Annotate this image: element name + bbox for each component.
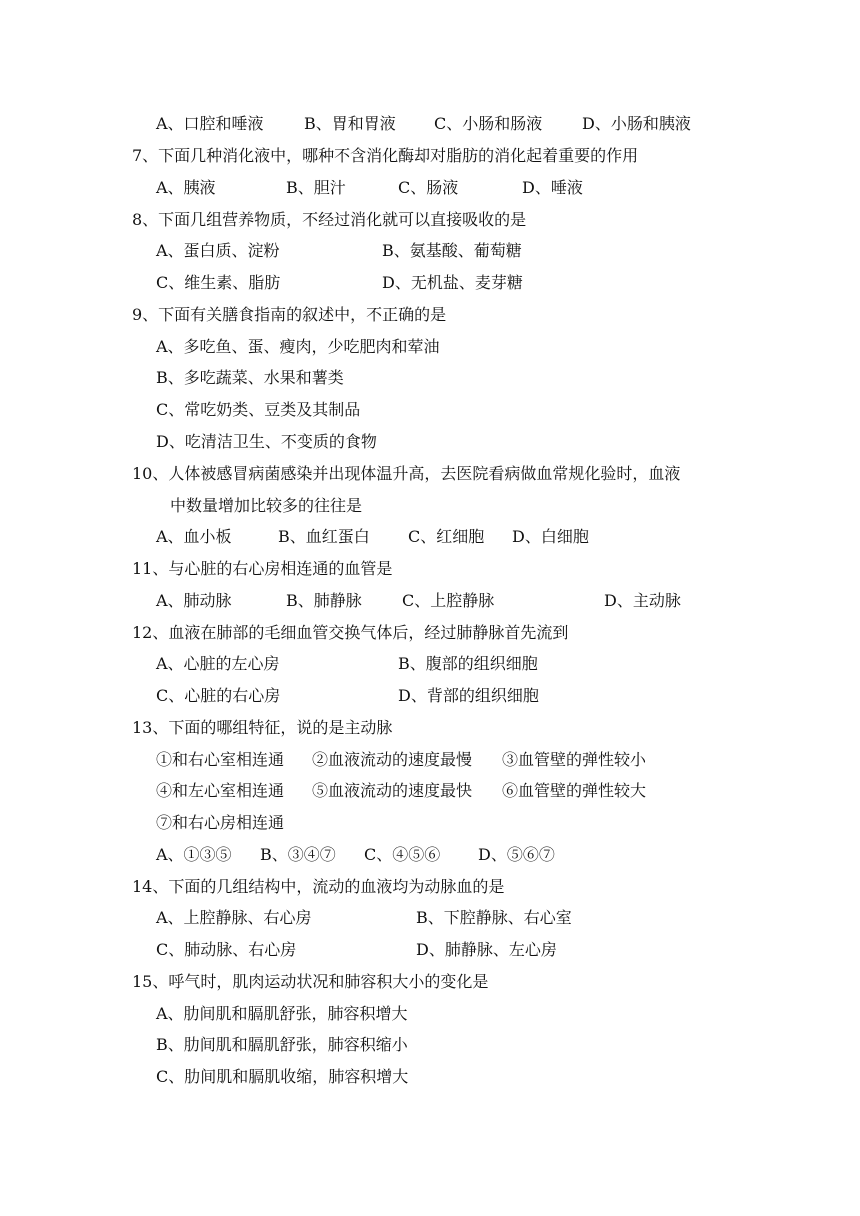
q13-feature-5: ⑤血液流动的速度最快 (312, 781, 473, 800)
question-7: 7、下面几种消化液中，哪种不含消化酶却对脂肪的消化起着重要的作用 (132, 146, 639, 165)
q8-option-b: B、氨基酸、葡萄糖 (382, 241, 522, 260)
q11-option-a: A、肺动脉 (156, 591, 232, 610)
q12-option-a: A、心脏的左心房 (156, 654, 280, 673)
q7-option-c: C、肠液 (398, 178, 459, 197)
question-11: 11、与心脏的右心房相连通的血管是 (132, 559, 393, 578)
q10-option-c: C、红细胞 (408, 527, 485, 546)
question-15: 15、呼气时，肌肉运动状况和肺容积大小的变化是 (132, 972, 489, 991)
q9-option-b: B、多吃蔬菜、水果和薯类 (156, 368, 344, 387)
q10-option-a: A、血小板 (156, 527, 232, 546)
q7-option-a: A、胰液 (156, 178, 216, 197)
q8-option-a: A、蛋白质、淀粉 (156, 241, 280, 260)
q9-option-d: D、吃清洁卫生、不变质的食物 (156, 432, 377, 451)
q12-option-b: B、腹部的组织细胞 (398, 654, 538, 673)
question-10-line-2: 中数量增加比较多的往往是 (170, 496, 363, 515)
q13-feature-6: ⑥血管壁的弹性较大 (502, 781, 647, 800)
q9-option-a: A、多吃鱼、蛋、瘦肉，少吃肥肉和荤油 (156, 337, 440, 356)
q14-option-a: A、上腔静脉、右心房 (156, 908, 312, 927)
question-12: 12、血液在肺部的毛细血管交换气体后，经过肺静脉首先流到 (132, 623, 569, 642)
q13-feature-4: ④和左心室相连通 (156, 781, 285, 800)
q6-option-b: B、胃和胃液 (304, 114, 396, 133)
q13-option-b: B、③④⑦ (260, 845, 336, 864)
question-9: 9、下面有关膳食指南的叙述中，不正确的是 (132, 305, 447, 324)
q14-option-d: D、肺静脉、左心房 (416, 940, 557, 959)
q15-option-b: B、肋间肌和膈肌舒张，肺容积缩小 (156, 1035, 408, 1054)
question-14: 14、下面的几组结构中，流动的血液均为动脉血的是 (132, 877, 505, 896)
q11-option-c: C、上腔静脉 (402, 591, 495, 610)
q8-option-d: D、无机盐、麦芽糖 (382, 273, 523, 292)
q11-option-b: B、肺静脉 (286, 591, 362, 610)
q14-option-b: B、下腔静脉、右心室 (416, 908, 572, 927)
q13-feature-3: ③血管壁的弹性较小 (502, 750, 647, 769)
q13-option-d: D、⑤⑥⑦ (478, 845, 555, 864)
q10-option-b: B、血红蛋白 (278, 527, 370, 546)
q7-option-b: B、胆汁 (286, 178, 346, 197)
q7-option-d: D、唾液 (522, 178, 583, 197)
q13-option-a: A、①③⑤ (156, 845, 232, 864)
q12-option-d: D、背部的组织细胞 (398, 686, 539, 705)
q6-option-c: C、小肠和肠液 (434, 114, 543, 133)
q8-option-c: C、维生素、脂肪 (156, 273, 281, 292)
q12-option-c: C、心脏的右心房 (156, 686, 281, 705)
q13-feature-2: ②血液流动的速度最慢 (312, 750, 473, 769)
question-8: 8、下面几组营养物质，不经过消化就可以直接吸收的是 (132, 210, 527, 229)
question-13: 13、下面的哪组特征，说的是主动脉 (132, 718, 393, 737)
question-10-line-1: 10、人体被感冒病菌感染并出现体温升高，去医院看病做血常规化验时，血液 (132, 464, 681, 483)
q6-option-d: D、小肠和胰液 (582, 114, 691, 133)
q6-option-a: A、口腔和唾液 (156, 114, 264, 133)
q13-feature-1: ①和右心室相连通 (156, 750, 285, 769)
q9-option-c: C、常吃奶类、豆类及其制品 (156, 400, 361, 419)
q13-feature-7: ⑦和右心房相连通 (156, 813, 285, 832)
q15-option-c: C、肋间肌和膈肌收缩，肺容积增大 (156, 1067, 409, 1086)
q10-option-d: D、白细胞 (512, 527, 589, 546)
q14-option-c: C、肺动脉、右心房 (156, 940, 297, 959)
q15-option-a: A、肋间肌和膈肌舒张，肺容积增大 (156, 1004, 408, 1023)
q11-option-d: D、主动脉 (604, 591, 681, 610)
q13-option-c: C、④⑤⑥ (364, 845, 441, 864)
